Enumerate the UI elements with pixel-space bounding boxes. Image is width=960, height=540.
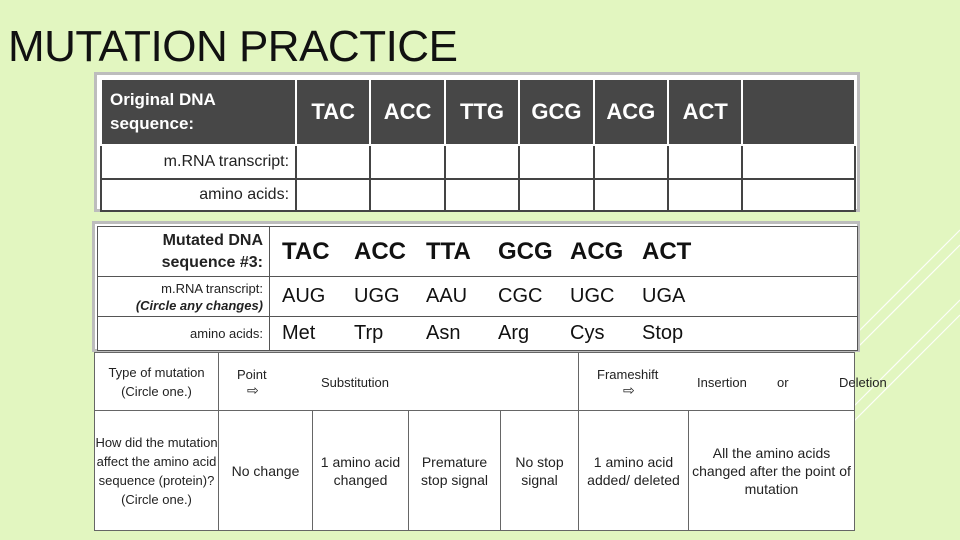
original-codon: GCG xyxy=(519,79,593,145)
point-option[interactable]: Point xyxy=(237,367,267,382)
mutated-codons xyxy=(270,227,858,277)
mutated-mrna-label: m.RNA transcript: (Circle any changes) xyxy=(98,277,270,317)
effect-option-added-deleted[interactable]: 1 amino acid added/ deleted xyxy=(579,411,689,531)
original-amino-cell[interactable] xyxy=(668,179,742,211)
amino-acid: Asn xyxy=(426,322,461,344)
mrna-codon[interactable]: UGA xyxy=(642,285,686,307)
mutated-dna-label: Mutated DNA sequence #3: xyxy=(98,227,270,277)
original-amino-cell[interactable] xyxy=(594,179,668,211)
original-amino-cell[interactable] xyxy=(445,179,519,211)
mutation-type-label: Type of mutation (Circle one.) xyxy=(95,353,219,411)
original-mrna-cell[interactable] xyxy=(742,145,855,179)
mutated-codon: TAC xyxy=(282,237,330,265)
original-codon: ACC xyxy=(370,79,444,145)
frameshift-cell[interactable] xyxy=(579,353,887,411)
original-amino-cell[interactable] xyxy=(296,179,370,211)
original-mrna-cell[interactable] xyxy=(445,145,519,179)
arrow-icon: ⇨ xyxy=(623,382,635,398)
original-codon: ACG xyxy=(594,79,668,145)
amino-acid: Trp xyxy=(354,322,384,344)
original-codon: TTG xyxy=(445,79,519,145)
original-amino-cell[interactable] xyxy=(742,179,855,211)
page-title: MUTATION PRACTICE xyxy=(8,22,458,71)
mrna-codon[interactable]: UGG xyxy=(354,285,400,307)
mutated-amino-label: amino acids: xyxy=(98,317,270,351)
mrna-codon[interactable]: UGC xyxy=(570,285,615,307)
mutated-sequence-table xyxy=(92,221,860,352)
original-codon: ACT xyxy=(668,79,742,145)
mutated-codon: ACT xyxy=(642,237,692,265)
original-mrna-cell[interactable] xyxy=(370,145,444,179)
mutation-analysis-table xyxy=(94,352,887,530)
mutated-codon: GCG xyxy=(498,237,553,265)
original-mrna-cell[interactable] xyxy=(296,145,370,179)
mutated-codon: TTA xyxy=(426,237,471,265)
substitution-option[interactable]: Substitution xyxy=(321,375,389,390)
original-codon xyxy=(742,79,855,145)
mutated-aminos xyxy=(270,317,858,351)
original-amino-cell[interactable] xyxy=(370,179,444,211)
amino-acid: Arg xyxy=(498,322,530,344)
arrow-icon: ⇨ xyxy=(247,382,259,398)
original-mrna-label: m.RNA transcript: xyxy=(101,145,296,179)
or-text: or xyxy=(777,375,789,390)
mrna-codon[interactable]: AUG xyxy=(282,285,326,307)
effect-option-all-changed[interactable]: All the amino acids changed after the point of mutation xyxy=(689,411,855,531)
original-dna-label: Original DNA sequence: xyxy=(101,79,296,145)
effect-option-one-changed[interactable]: 1 amino acid changed xyxy=(313,411,409,531)
effect-option-no-change[interactable]: No change xyxy=(219,411,313,531)
insertion-option[interactable]: Insertion xyxy=(697,375,747,390)
point-substitution-cell[interactable] xyxy=(219,353,579,411)
effect-option-premature-stop[interactable]: Premature stop signal xyxy=(409,411,501,531)
effect-label: How did the mutation affect the amino acid sequence (protein)? (Circle one.) xyxy=(95,411,219,531)
effect-option-no-stop[interactable]: No stop signal xyxy=(501,411,579,531)
original-mrna-cell[interactable] xyxy=(519,145,593,179)
original-amino-label: amino acids: xyxy=(101,179,296,211)
mrna-codon[interactable]: CGC xyxy=(498,285,543,307)
mutated-mrna xyxy=(270,277,858,317)
original-mrna-cell[interactable] xyxy=(668,145,742,179)
original-sequence-table xyxy=(94,72,860,212)
mutated-codon: ACG xyxy=(570,237,624,265)
original-codon: TAC xyxy=(296,79,370,145)
amino-acid: Stop xyxy=(642,322,684,344)
amino-acid: Cys xyxy=(570,322,605,344)
frameshift-option[interactable]: Frameshift xyxy=(597,367,659,382)
mrna-codon[interactable]: AAU xyxy=(426,285,468,307)
original-mrna-cell[interactable] xyxy=(594,145,668,179)
deletion-option[interactable]: Deletion xyxy=(839,375,887,390)
amino-acid: Met xyxy=(282,322,316,344)
mutated-codon: ACC xyxy=(354,237,406,265)
original-amino-cell[interactable] xyxy=(519,179,593,211)
